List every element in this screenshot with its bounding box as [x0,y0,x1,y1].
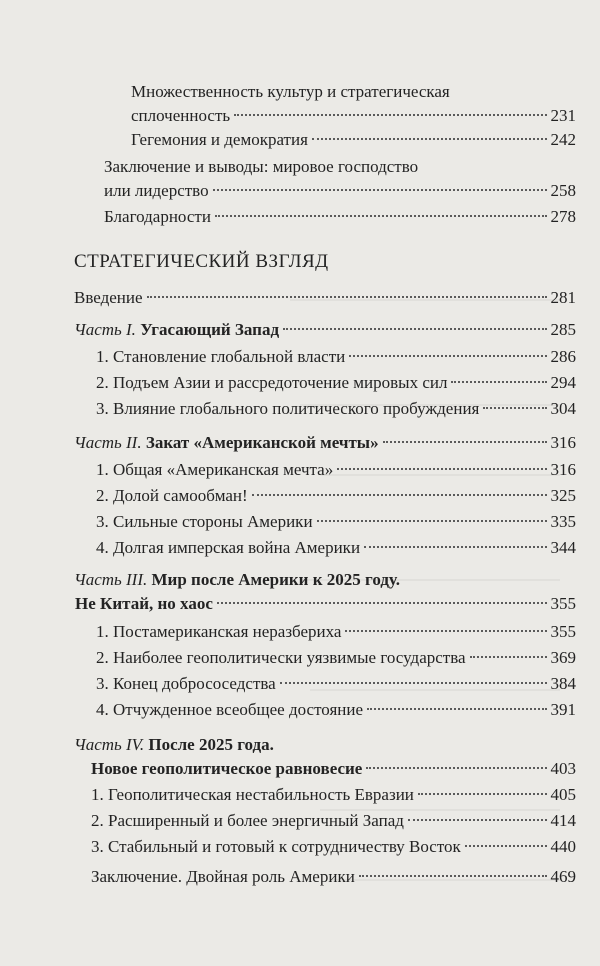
part-title: Угасающий Запад [140,320,280,339]
toc-entry-label: 1. Геополитическая нестабильность Евразии [91,785,414,804]
page-number: 355 [550,622,576,641]
toc-entry-part3-item2[interactable] [96,646,576,670]
dot-leader [312,138,547,140]
toc-entry-label: сплоченность [131,106,231,125]
dot-leader [280,682,547,684]
toc-entry-label: 3. Конец добрососедства [96,674,276,693]
toc-entry-hegemony[interactable] [131,128,576,152]
dot-leader [215,215,547,217]
toc-entry-part1-item2[interactable] [96,371,576,395]
dot-leader [418,793,547,795]
dot-leader [408,819,547,821]
dot-leader [283,328,546,330]
toc-entry-part2-item3[interactable] [96,510,576,534]
toc-entry-label: 1. Становление глобальной власти [96,347,346,366]
dot-leader [345,630,546,632]
dot-leader [366,767,546,769]
toc-entry-introduction[interactable] [74,286,576,310]
part-heading [74,568,576,592]
toc-entry-part4-item1[interactable] [91,783,576,807]
dot-leader [364,546,546,548]
dot-leader [483,407,546,409]
part-title: Мир после Америки к 2025 году. [151,570,400,589]
page-number: 316 [550,460,576,479]
toc-entry-label: Гегемония и демократия [131,130,308,149]
toc-part-3[interactable] [74,568,576,616]
page-number: 391 [550,700,576,719]
part-prefix: Часть II. [74,433,142,452]
toc-entry-part2-item1[interactable] [96,458,576,482]
dot-leader [337,468,546,470]
dot-leader [367,708,546,710]
page-number: 403 [550,759,576,778]
part-heading [74,733,576,757]
page-number: 304 [550,399,576,418]
toc-entry-label: Благодарности [104,207,211,226]
page-number: 344 [550,538,576,557]
toc-entry-part4-item2[interactable] [91,809,576,833]
toc-part-2[interactable] [74,431,576,455]
page-number: 231 [550,106,576,125]
toc-entry-part2-item2[interactable] [96,484,576,508]
part-title-line2: Не Китай, но хаос [75,594,213,613]
dot-leader [147,296,547,298]
page-number: 335 [550,512,576,531]
dot-leader [359,875,547,877]
toc-entry-part4-item3[interactable] [91,835,576,859]
toc-entry-label: 3. Влияние глобального политического пробуждения [96,399,480,418]
dot-leader [470,656,547,658]
toc-entry-acknowledgements[interactable] [104,205,576,229]
toc-entry-label: Заключение. Двойная роль Америки [91,867,355,886]
toc-entry-label: 1. Общая «Американская мечта» [96,460,334,479]
page-number: 325 [550,486,576,505]
toc-entry-label: Заключение и выводы: мировое господство [104,157,419,176]
toc-part-1[interactable] [74,318,576,342]
part-prefix: Часть I. [74,320,136,339]
page-number: 286 [550,347,576,366]
dot-leader [317,520,547,522]
part-title-line2: Новое геополитическое равновесие [91,759,363,778]
toc-entry-label: 4. Отчужденное всеобщее достояние [96,700,364,719]
page-number: 258 [550,181,576,200]
toc-entry-cultures[interactable] [131,80,576,128]
toc-entry-label: 4. Долгая имперская война Америки [96,538,361,557]
dot-leader [252,494,547,496]
dot-leader [451,381,546,383]
toc-entry-label: 2. Наиболее геополитически уязвимые государства [96,648,466,667]
toc-entry-label: Множественность культур и стратегическая [131,82,450,101]
toc-entry-label: 2. Долой самообман! [96,486,248,505]
toc-part-4[interactable] [74,733,576,781]
page-number: 316 [550,433,576,452]
part-prefix: Часть IV. [74,735,145,754]
page-number: 281 [550,288,576,307]
section-title: СТРАТЕГИЧЕСКИЙ ВЗГЛЯД [74,251,329,272]
toc-entry-part1-item3[interactable] [96,397,576,421]
toc-entry-label: Введение [74,288,143,307]
part-prefix: Часть III. [74,570,148,589]
toc-entry-final-conclusion[interactable] [91,865,576,889]
toc-entry-label: 2. Подъем Азии и рассредоточение мировых сил [96,373,448,392]
toc-entry-part1-item1[interactable] [96,345,576,369]
page-number: 440 [550,837,576,856]
dot-leader [349,355,546,357]
toc-entry-label: 3. Сильные стороны Америки [96,512,313,531]
page-number: 405 [550,785,576,804]
toc-entry-part3-item4[interactable] [96,698,576,722]
part-heading [74,431,379,455]
dot-leader [383,441,547,443]
part-title: Закат «Американской мечты» [145,433,379,452]
dot-leader [213,189,547,191]
page-number: 384 [550,674,576,693]
page-number: 242 [550,130,576,149]
toc-entry-label: 2. Расширенный и более энергичный Запад [91,811,404,830]
toc-entry-part3-item1[interactable] [96,620,576,644]
part-heading [74,318,279,342]
toc-entry-label: или лидерство [104,181,209,200]
page-number: 469 [550,867,576,886]
page-number: 294 [550,373,576,392]
dot-leader [217,602,547,604]
toc-entry-conclusion-domination[interactable] [104,155,576,203]
page-number: 285 [550,320,576,339]
part-title: После 2025 года. [148,735,274,754]
dot-leader [234,114,546,116]
toc-entry-part2-item4[interactable] [96,536,576,560]
toc-entry-label: 1. Постамериканская неразбериха [96,622,342,641]
page-number: 278 [550,207,576,226]
page-number: 414 [550,811,576,830]
page-number: 369 [550,648,576,667]
dot-leader [465,845,547,847]
toc-entry-label: 3. Стабильный и готовый к сотрудничеству Восток [91,837,461,856]
page-number: 355 [550,594,576,613]
toc-entry-part3-item3[interactable] [96,672,576,696]
